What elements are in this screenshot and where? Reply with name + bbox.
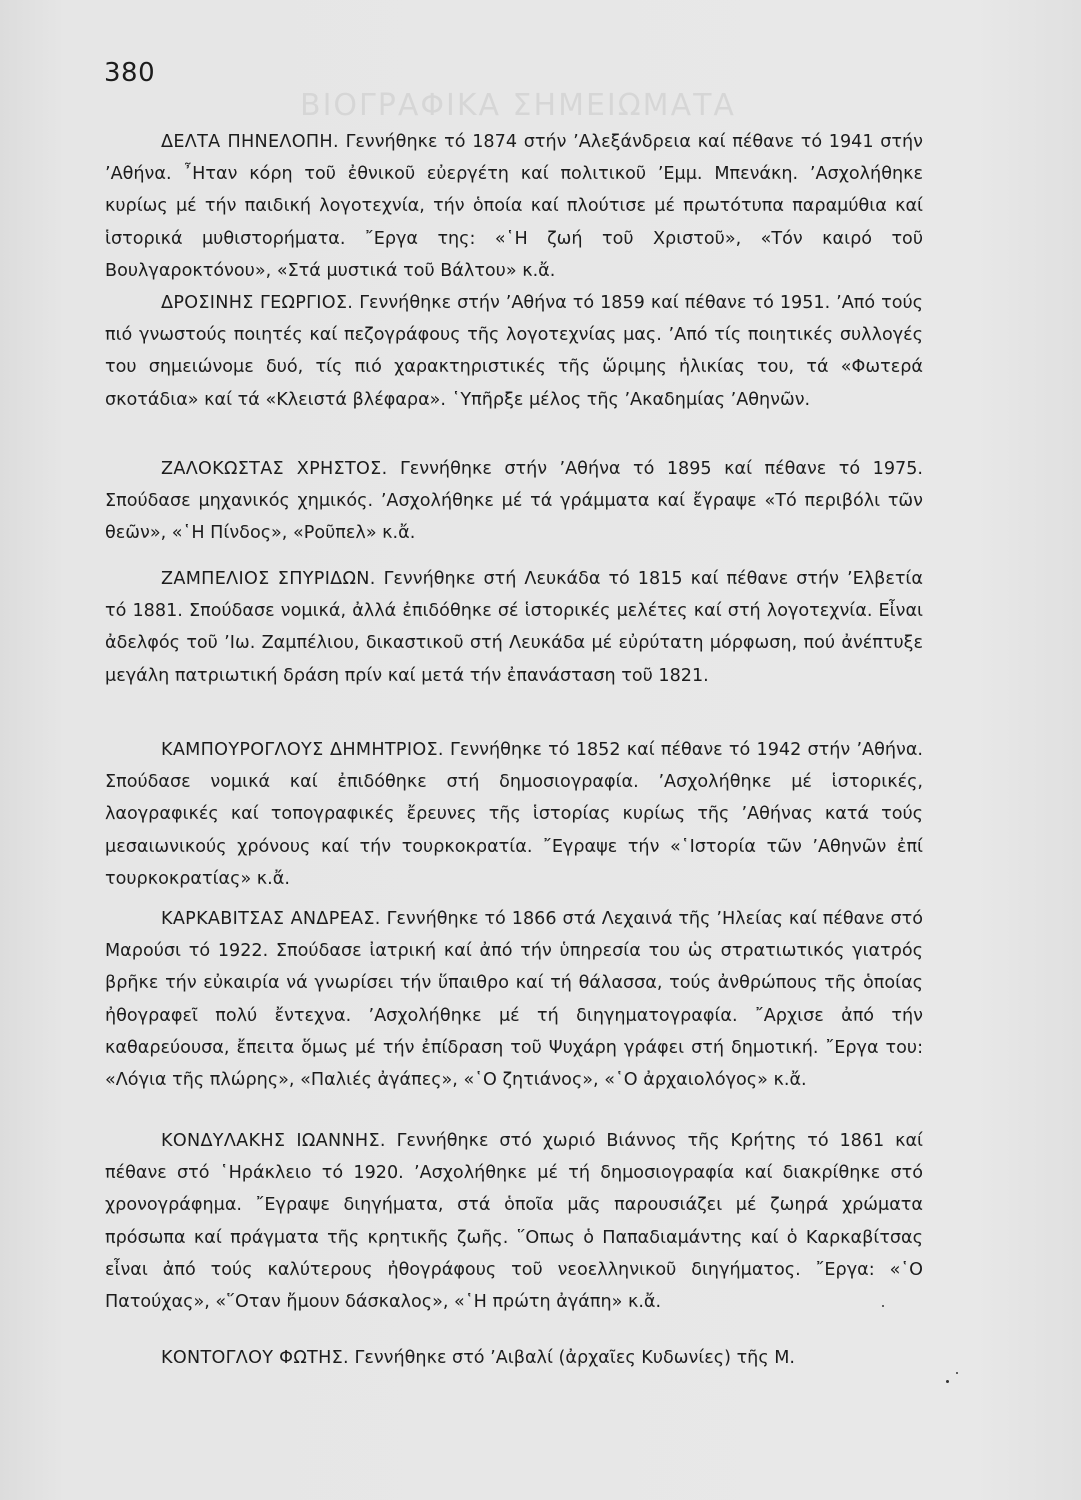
entry-text: Γεννήθηκε τό 1852 καί πέθανε τό 1942 στήν ’Αθήνα. Σπούδασε νομικά καί ἐπιδόθηκε στή δημοσιογραφία. ’Ασχολήθηκε μέ ἱστορικές, λαογραφικές καί τοπογραφικές ἔρευνες τῆς ἱστορίας κυρίως τῆς ’Αθήνας κατά τούς μεσαιωνικούς χρόνους καί τήν τουρκοκρατία. ῎Εγραψε τήν «῾Ιστορία τῶν ’Αθηνῶν ἐπί τουρκοκρατίας» κ.ἄ. — [105, 740, 924, 889]
entry-kondylakis-ioannis — [105, 1125, 923, 1318]
entry-name: ΚΟΝΤΟΓΛΟΥ ΦΩΤΗΣ. — [161, 1348, 349, 1368]
entry-text: Γεννήθηκε στή Λευκάδα τό 1815 καί πέθανε στήν ’Ελβετία τό 1881. Σπούδασε νομικά, ἀλλά ἐπιδόθηκε σέ ἱστορικές μελέτες καί στή λογοτεχνία. Εἶναι ἀδελφός τοῦ ’Ιω. Ζαμπέλιου, δικαστικοῦ στή Λευκάδα μέ εὐρύτατη μόρφωση, πού ἀνέπτυξε μεγάλη πατριωτική δράση πρίν καί μετά τήν ἐπανάσταση τοῦ 1821. — [105, 569, 923, 686]
speck-mark — [956, 1372, 958, 1374]
entry-drosinis-georgios — [105, 287, 923, 416]
entry-karkavitsas-andreas — [105, 903, 923, 1096]
entry-zalokostas-christos — [105, 453, 923, 550]
entry-zampelios-spyridon — [105, 563, 923, 692]
speck-mark — [946, 1380, 949, 1383]
entry-name: ΚΑΜΠΟΥΡΟΓΛΟΥΣ ΔΗΜΗΤΡΙΟΣ. — [161, 740, 444, 760]
entry-name: ΔΡΟΣΙΝΗΣ ΓΕΩΡΓΙΟΣ. — [161, 293, 354, 313]
entry-text: Γεννήθηκε στό χωριό Βιάννος τῆς Κρήτης τό 1861 καί πέθανε στό ῾Ηράκλειο τό 1920. ’Ασχολήθηκε μέ τή δημοσιογραφία καί διακρίθηκε στό χρονογράφημα. ῎Εγραψε διηγήματα, στά ὁποῖα μᾶς παρουσιάζει μέ ζωηρά χρώματα πρόσωπα καί πράγματα τῆς κρητικῆς ζωῆς. ῞Οπως ὁ Παπαδιαμάντης καί ὁ Καρκαβίτσας εἶναι ἀπό τούς καλύτερους ἠθογράφους τοῦ νεοελληνικοῦ διηγήματος. ῎Εργα: «῾Ο Πατούχας», «῞Οταν ἤμουν δάσκαλος», «῾Η πρώτη ἀγάπη» κ.ἄ. — [105, 1131, 924, 1313]
entry-name: ΔΕΛΤΑ ΠΗΝΕΛΟΠΗ. — [161, 132, 339, 152]
entry-name: ΚΟΝΔΥΛΑΚΗΣ ΙΩΑΝΝΗΣ. — [161, 1131, 386, 1151]
entry-text: Γεννήθηκε στήν ’Αθήνα τό 1859 καί πέθανε τό 1951. ’Από τούς πιό γνωστούς ποιητές καί πεζογράφους τῆς λογοτεχνίας μας. ’Από τίς ποιητικές συλλογές του σημειώνομε δυό, τίς πιό χαρακτηριστικές τῆς ὥριμης ἡλικίας του, τά «Φωτερά σκοτάδια» καί τά «Κλειστά βλέφαρα». ῾Υπῆρξε μέλος τῆς ’Ακαδημίας ’Αθηνῶν. — [105, 293, 924, 410]
entry-text: Γεννήθηκε τό 1874 στήν ’Αλεξάνδρεια καί πέθανε τό 1941 στήν ’Αθήνα. ῏Ηταν κόρη τοῦ ἐθνικοῦ εὐεργέτη καί πολιτικοῦ ’Εμμ. Μπενάκη. ’Ασχολήθηκε κυρίως μέ τήν παιδική λογοτεχνία, τήν ὁποία καί πλούτισε μέ πρωτότυπα παραμύθια καί ἱστορικά μυθιστορήματα. ῎Εργα της: «῾Η ζωή τοῦ Χριστοῦ», «Τόν καιρό τοῦ Βουλγαροκτόνου», «Στά μυστικά τοῦ Βάλτου» κ.ἄ. — [105, 132, 923, 281]
entry-name: ΖΑΜΠΕΛΙΟΣ ΣΠΥΡΙΔΩΝ. — [161, 569, 376, 589]
entry-kontoglou-fotis — [105, 1342, 923, 1374]
entry-delta-pinelopi — [105, 126, 923, 287]
entry-name: ΚΑΡΚΑΒΙΤΣΑΣ ΑΝΔΡΕΑΣ. — [161, 909, 381, 929]
show-through-text: ΒΙΟΓΡΑΦΙΚΑ ΣΗΜΕΙΩΜΑΤΑ — [300, 88, 736, 123]
entry-kampouroglous-dimitrios — [105, 734, 923, 895]
page-number: 380 — [104, 58, 156, 88]
speck-mark — [882, 1305, 884, 1307]
entry-text: Γεννήθηκε στό ’Αιβαλί (ἀρχαῖες Κυδωνίες) τῆς Μ. — [354, 1348, 796, 1368]
entry-text: Γεννήθηκε στήν ’Αθήνα τό 1895 καί πέθανε τό 1975. Σπούδασε μηχανικός χημικός. ’Ασχολήθηκε μέ τά γράμματα καί ἔγραψε «Τό περιβόλι τῶν θεῶν», «῾Η Πίνδος», «Ρoῦπελ» κ.ἄ. — [105, 459, 923, 544]
entry-name: ΖΑΛΟΚΩΣΤΑΣ ΧΡΗΣΤΟΣ. — [161, 459, 388, 479]
entry-text: Γεννήθηκε τό 1866 στά Λεχαινά τῆς ’Ηλείας καί πέθανε στό Μαρούσι τό 1922. Σπούδασε ἰατρική καί ἀπό τήν ὑπηρεσία του ὡς στρατιωτικός γιατρός βρῆκε τήν εὐκαιρία νά γνωρίσει τήν ὕπαιθρο καί τή θάλασσα, τούς ἀνθρώπους τῆς ὁποίας ἠθογραφεῖ πολύ ἔντεχνα. ’Ασχολήθηκε μέ τή διηγηματογραφία. ῎Αρχισε ἀπό τήν καθαρεύουσα, ἔπειτα ὅμως μέ τήν ἐπίδραση τοῦ Ψυχάρη γράφει στή δημοτική. ῎Εργα του: «Λόγια τῆς πλώρης», «Παλιές ἀγάπες», «῾Ο ζητιάνος», «῾Ο ἀρχαιολόγος» κ.ἄ. — [105, 909, 923, 1091]
